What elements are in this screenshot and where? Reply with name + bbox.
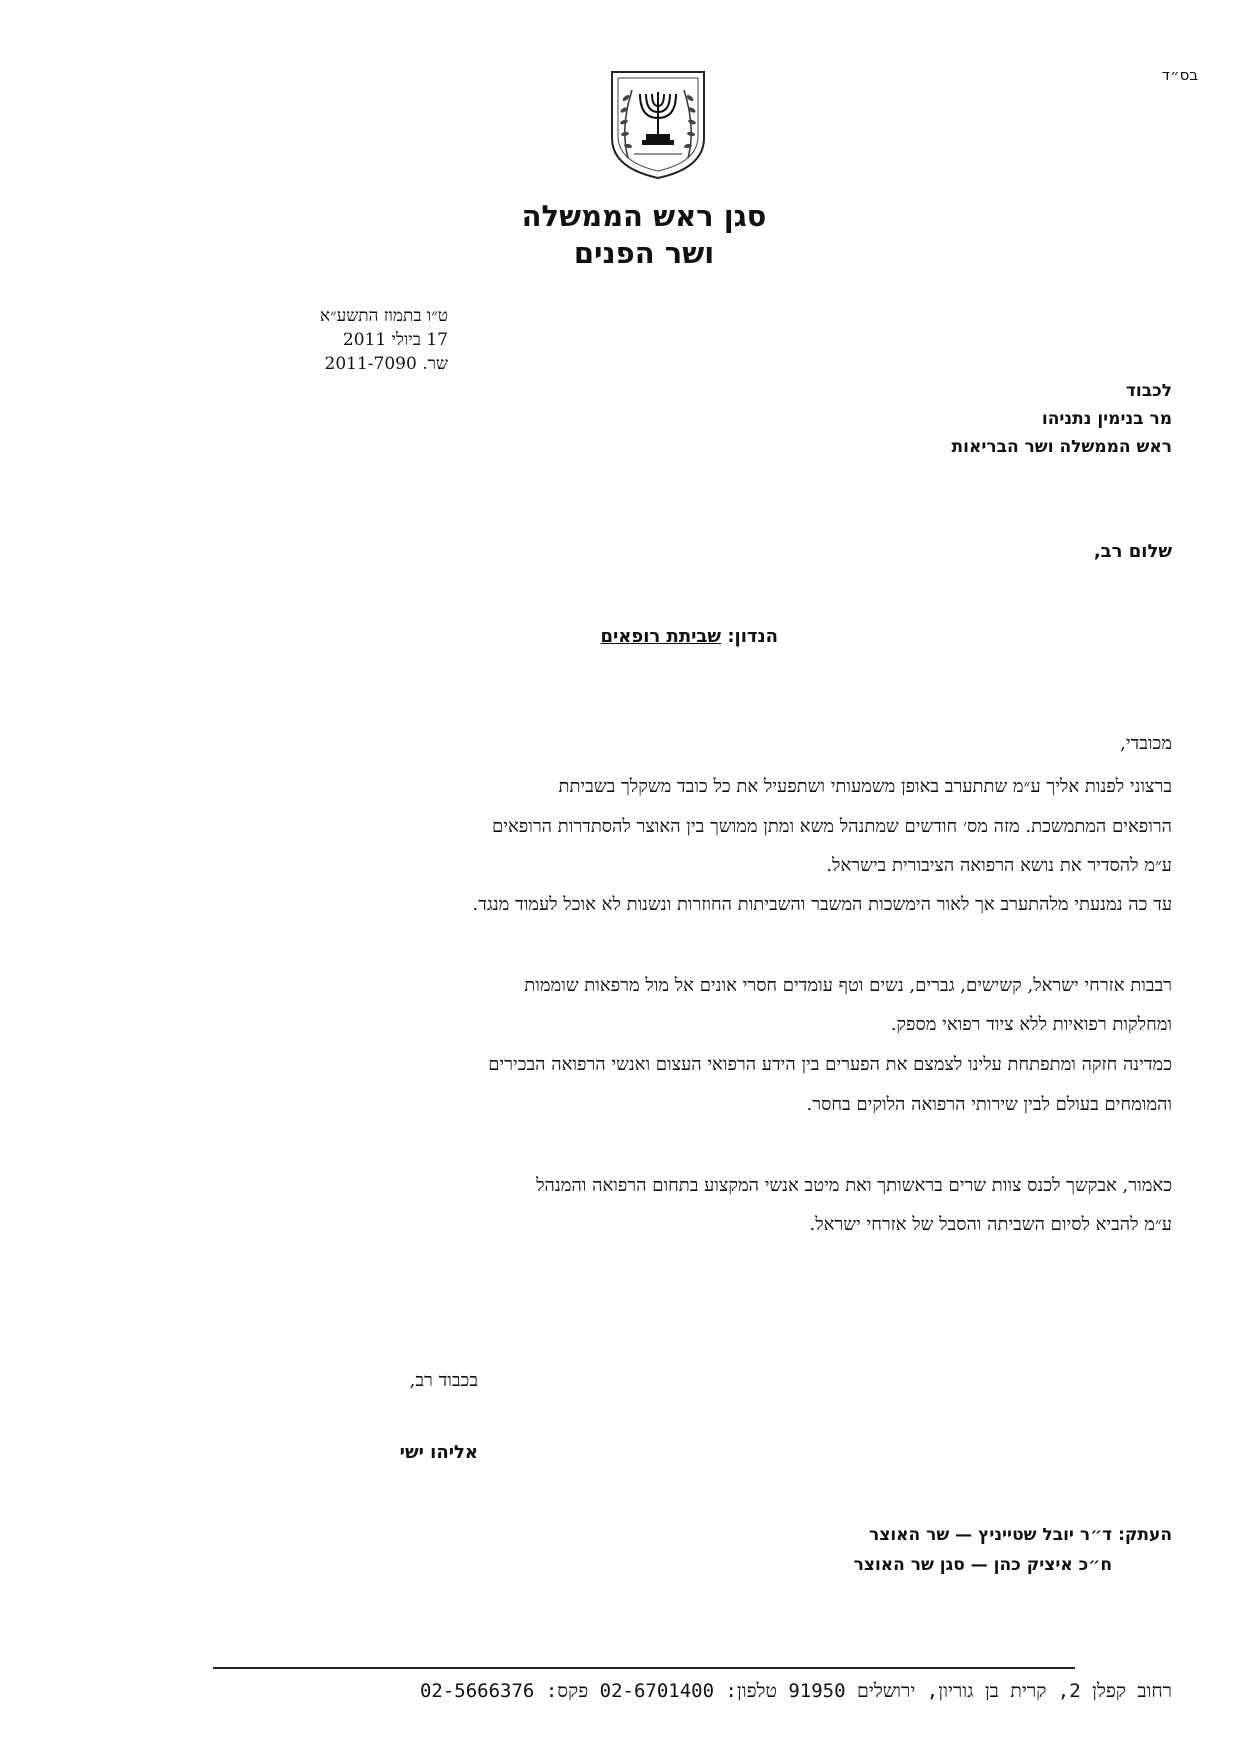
- cc-recipient-1: ד״ר יובל שטייניץ — שר האוצר: [869, 1525, 1113, 1545]
- footer-address: רחוב קפלן 2, קרית בן גוריון, ירושלים 91950 טלפון: 02-6701400 פקס: 02-5666376: [419, 1680, 1172, 1702]
- greeting: שלום רב,: [1093, 541, 1172, 562]
- body-line: ברצוני לפנות אליך ע״מ שתתערב באופן משמעותי ושתפעיל את כל כובד משקלך בשביתת: [558, 776, 1172, 797]
- reference-number: שר. 2011-7090: [324, 354, 448, 374]
- closing: בכבוד רב,: [409, 1370, 478, 1391]
- subject-value: שביתת רופאים: [600, 626, 722, 647]
- emblem-of-israel-icon: [606, 68, 710, 180]
- corner-mark: בס״ד: [1161, 66, 1198, 84]
- body-line: רבבות אזרחי ישראל, קשישים, גברים, נשים וטף עומדים חסרי אונים אל מול מרפאות שוממות: [524, 975, 1172, 996]
- recipient-title: ראש הממשלה ושר הבריאות: [951, 437, 1172, 457]
- recipient-name: מר בנימין נתניהו: [1041, 409, 1172, 429]
- cc-label: העתק:: [1118, 1525, 1172, 1545]
- subject-line: [600, 626, 778, 647]
- body-line: ומחלקות רפואיות ללא ציוד רפואי מספק.: [890, 1014, 1172, 1035]
- body-line: כמדינה חזקה ומתפתחת עלינו לצמצם את הפערים בין הידע הרפואי העצום ואנשי הרפואה הבכירים: [488, 1054, 1172, 1075]
- body-line: ע״מ להסדיר את נושא הרפואה הציבורית בישראל.: [826, 855, 1172, 876]
- body-line: כאמור, אבקשך לכנס צוות שרים בראשותך ואת מיטב אנשי המקצוע בתחום הרפואה והמנהל: [536, 1175, 1172, 1196]
- body-line: ע״מ להביא לסיום השביתה והסבל של אזרחי ישראל.: [809, 1214, 1172, 1235]
- body-opening: מכובדי,: [1120, 733, 1172, 754]
- recipient-block: [952, 377, 1172, 461]
- body-line: והמומחים בעולם לבין שירותי הרפואה הלוקים בחסר.: [806, 1094, 1172, 1115]
- footer-divider: [213, 1667, 1075, 1669]
- cc-line-2: [854, 1550, 1172, 1580]
- subject-label: הנדון:: [727, 626, 778, 647]
- body-line: עד כה נמנעתי מלהתערב אך לאור הימשכות המשבר והשביתות החוזרות ונשנות לא אוכל לעמוד מנגד.: [472, 894, 1172, 915]
- cc-recipient-2: ח״כ איציק כהן — סגן שר האוצר: [853, 1555, 1112, 1575]
- cc-block: [854, 1520, 1172, 1580]
- title-line-2: ושר הפנים: [573, 236, 715, 270]
- title-line-1: סגן ראש הממשלה: [521, 199, 767, 233]
- cc-line-1: [854, 1520, 1172, 1550]
- gregorian-date: 17 ביולי 2011: [342, 330, 448, 350]
- signer-name: אליהו ישי: [399, 1442, 478, 1463]
- recipient-salutation: לכבוד: [1125, 381, 1172, 401]
- hebrew-date: ט״ו בתמוז התשע״א: [319, 306, 448, 326]
- date-block: [320, 304, 448, 376]
- body-line: הרופאים המתמשכת. מזה מס׳ חודשים שמתנהל משא ומתן ממושך בין האוצר להסתדרות הרופאים: [492, 816, 1172, 837]
